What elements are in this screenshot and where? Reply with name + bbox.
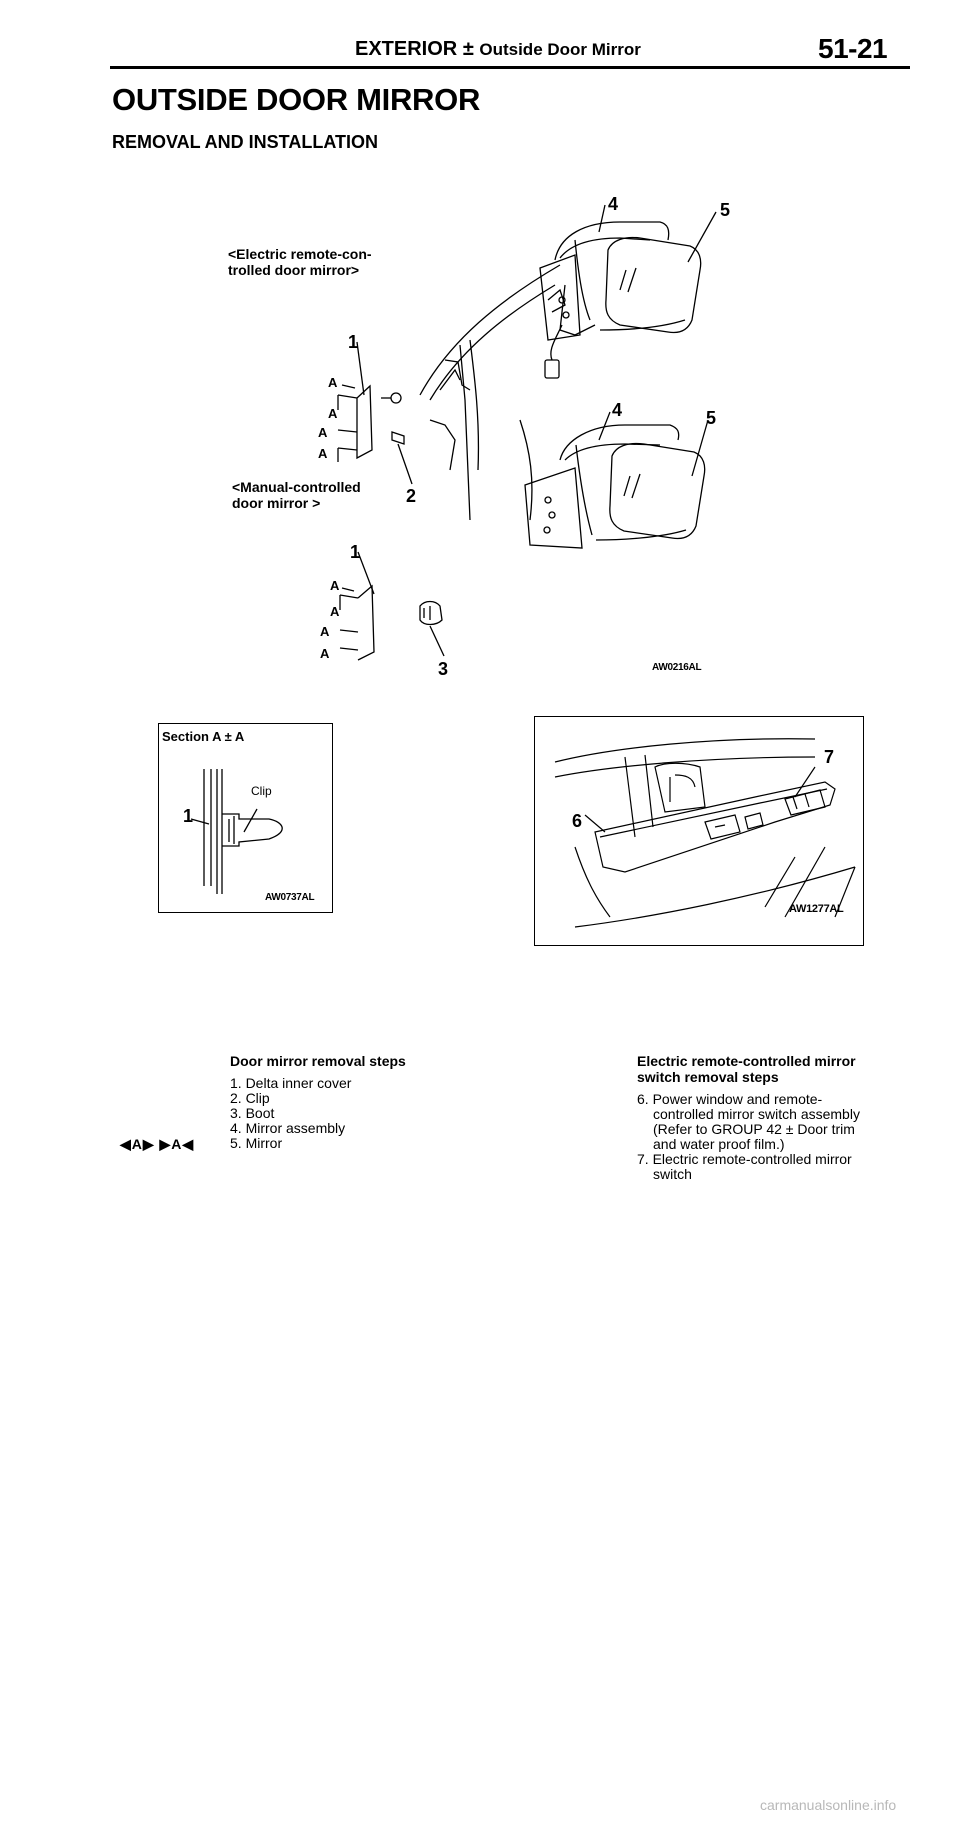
page-number: 51-21 <box>818 33 888 64</box>
section-callout-1: 1 <box>183 806 194 826</box>
callout-5-upper: 5 <box>720 200 731 220</box>
callout-1-lower: 1 <box>350 542 361 562</box>
page-subtitle: REMOVAL AND INSTALLATION <box>112 132 378 152</box>
step-item: switch <box>653 1166 692 1182</box>
section-mark-a8: A <box>320 646 330 661</box>
label-manual-line2: door mirror > <box>232 495 321 511</box>
figure-code-switch: AW1277AL <box>789 903 844 915</box>
callout-2: 2 <box>406 486 417 506</box>
switch-steps-list <box>637 1092 860 1182</box>
install-marker: ◀A▶ ▶A◀ <box>120 1136 195 1152</box>
header-subsection: Outside Door Mirror <box>479 40 641 59</box>
step-item: 5. Mirror <box>230 1135 283 1151</box>
header-section: EXTERIOR <box>355 38 458 60</box>
watermark: carmanualsonline.info <box>760 1797 897 1813</box>
figure-code-section: AW0737AL <box>265 892 315 903</box>
page-title: OUTSIDE DOOR MIRROR <box>112 82 481 117</box>
label-electric-line1: <Electric remote-con- <box>228 246 372 262</box>
step-item: and water proof film.) <box>653 1136 785 1152</box>
callout-3: 3 <box>438 659 449 679</box>
section-mark-a3: A <box>318 425 328 440</box>
section-mark-a6: A <box>330 604 340 619</box>
step-item: 4. Mirror assembly <box>230 1120 346 1136</box>
step-item: 1. Delta inner cover <box>230 1075 352 1091</box>
label-electric-line2: trolled door mirror> <box>228 262 360 278</box>
section-illustration <box>159 724 334 914</box>
door-mirror-steps-list <box>230 1076 351 1151</box>
section-mark-a4: A <box>318 446 328 461</box>
step-item: 2. Clip <box>230 1090 270 1106</box>
clip-label: Clip <box>251 784 272 798</box>
callout-5-lower: 5 <box>706 408 717 428</box>
step-item: 3. Boot <box>230 1105 275 1121</box>
section-title: Section A ± A <box>162 729 245 744</box>
label-manual-line1: <Manual-controlled <box>232 479 361 495</box>
switch-figure <box>534 716 864 946</box>
section-mark-a7: A <box>320 624 330 639</box>
switch-steps-heading-line1: Electric remote-controlled mirror <box>637 1053 856 1069</box>
callout-4-lower: 4 <box>612 400 623 420</box>
door-mirror-steps-heading: Door mirror removal steps <box>230 1053 406 1069</box>
section-mark-a5: A <box>330 578 340 593</box>
switch-callout-6: 6 <box>572 811 583 831</box>
header-separator: ± <box>462 38 474 60</box>
callout-1-upper: 1 <box>348 332 359 352</box>
switch-callout-7: 7 <box>824 747 835 767</box>
step-item: (Refer to GROUP 42 ± Door trim <box>653 1121 855 1137</box>
callout-4-upper: 4 <box>608 194 619 214</box>
section-mark-a1: A <box>328 375 338 390</box>
section-figure <box>158 723 333 913</box>
step-item: 6. Power window and remote- <box>637 1091 823 1107</box>
step-item: controlled mirror switch assembly <box>653 1106 860 1122</box>
main-figure <box>0 0 960 679</box>
figure-code-main: AW0216AL <box>652 662 702 673</box>
step-item: 7. Electric remote-controlled mirror <box>637 1151 852 1167</box>
switch-steps-heading-line2: switch removal steps <box>637 1069 779 1085</box>
section-mark-a2: A <box>328 406 338 421</box>
